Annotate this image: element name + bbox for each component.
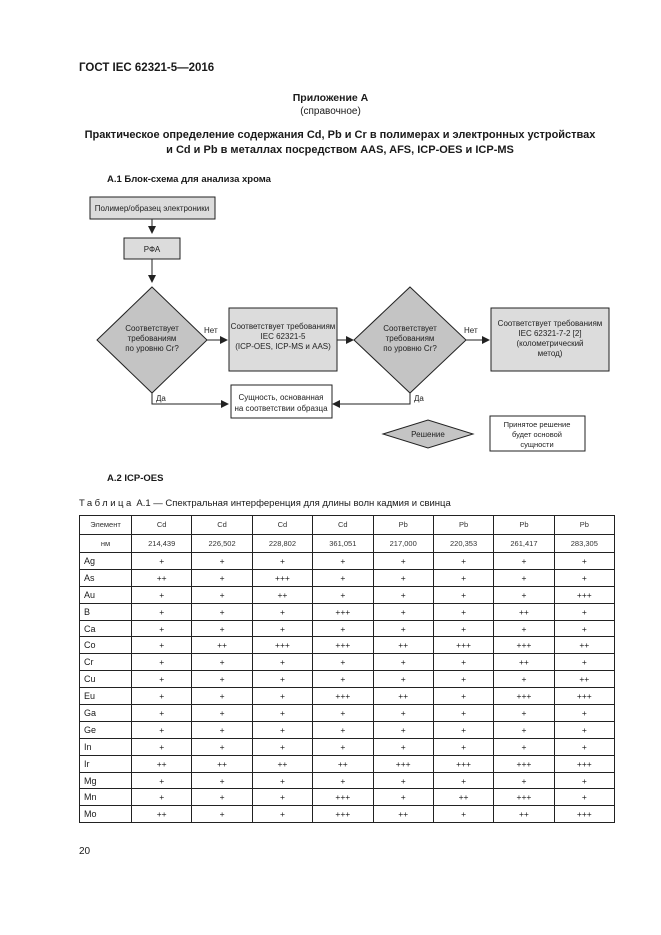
table-cell: Cd [132, 516, 192, 535]
conformity-line2: на соответствии образца [234, 404, 328, 413]
table-cell: + [132, 721, 192, 738]
table-cell: + [433, 688, 493, 705]
table-cell: ++ [192, 755, 252, 772]
table-row [80, 789, 615, 806]
table-cell: + [373, 586, 433, 603]
table-cell: ++ [313, 755, 373, 772]
table-cell: + [554, 705, 614, 722]
table-cell: + [192, 705, 252, 722]
table-cell: + [433, 806, 493, 823]
table-cell: + [192, 603, 252, 620]
method2-line3: (колометрический [516, 339, 584, 348]
table-cell: + [554, 738, 614, 755]
table-cell: + [554, 654, 614, 671]
table-cell: + [373, 671, 433, 688]
table-row [80, 620, 615, 637]
table-cell: ++ [494, 806, 554, 823]
table-cell: + [132, 738, 192, 755]
table-cell: + [132, 789, 192, 806]
table-cell: ++ [433, 789, 493, 806]
table-row [80, 806, 615, 823]
interference-table [79, 515, 615, 823]
table-cell: + [192, 772, 252, 789]
table-row [80, 688, 615, 705]
row-label-cell: As [80, 569, 132, 586]
table-cell: + [433, 738, 493, 755]
annex-subtitle: (справочное) [300, 106, 361, 117]
method1-line3: (ICP-OES, ICP-MS и AAS) [235, 342, 331, 351]
table-header-row [80, 534, 615, 553]
section-a2-title: А.2 ICP-OES [107, 473, 164, 484]
row-label-cell: Au [80, 586, 132, 603]
decision2-no-label: Нет [464, 326, 478, 335]
decision2-line2: требованиям [385, 334, 435, 343]
table-cell: + [192, 721, 252, 738]
table-cell: Cd [192, 516, 252, 535]
table-cell: +++ [313, 637, 373, 654]
table-cell: +++ [494, 755, 554, 772]
table-cell: +++ [554, 806, 614, 823]
table-cell: + [554, 569, 614, 586]
table-cell: 228,802 [252, 534, 312, 553]
table-cell: +++ [313, 789, 373, 806]
table-cell: + [554, 772, 614, 789]
table-cell: + [252, 721, 312, 738]
table-cell: + [132, 603, 192, 620]
table-cell: + [313, 721, 373, 738]
table-cell: + [252, 806, 312, 823]
table-caption-label: Таблица [79, 498, 134, 509]
annex-heading-line1: Практическое определение содержания Cd, Pb и Cr в полимерах и электронных устройствах [84, 129, 596, 141]
table-cell: + [554, 789, 614, 806]
table-cell: +++ [313, 688, 373, 705]
legend-note-line3: сущности [520, 440, 554, 449]
table-cell: + [494, 553, 554, 570]
table-cell: ++ [494, 654, 554, 671]
table-cell: ++ [373, 637, 433, 654]
table-cell: +++ [554, 586, 614, 603]
table-row [80, 553, 615, 570]
xrf-label: РФА [143, 245, 161, 254]
table-cell: + [494, 620, 554, 637]
table-row [80, 721, 615, 738]
table-cell: + [373, 738, 433, 755]
row-label-cell: Co [80, 637, 132, 654]
table-cell: + [252, 772, 312, 789]
decision2-line1: Соответствует [383, 324, 437, 333]
table-cell: + [373, 705, 433, 722]
decision1-no-label: Нет [204, 326, 218, 335]
table-cell: + [132, 772, 192, 789]
table-caption [79, 498, 451, 509]
table-cell: + [132, 705, 192, 722]
table-cell: + [494, 705, 554, 722]
table-cell: + [192, 654, 252, 671]
table-cell: + [132, 637, 192, 654]
table-cell: +++ [313, 806, 373, 823]
table-cell: Pb [494, 516, 554, 535]
table-cell: +++ [433, 755, 493, 772]
table-cell: + [192, 569, 252, 586]
table-cell: + [373, 569, 433, 586]
table-cell: + [494, 586, 554, 603]
table-cell: +++ [313, 603, 373, 620]
table-row [80, 586, 615, 603]
table-cell: + [373, 620, 433, 637]
table-cell: + [494, 738, 554, 755]
table-row [80, 603, 615, 620]
table-cell: + [494, 721, 554, 738]
table-cell: + [373, 721, 433, 738]
decision1-yes-label: Да [156, 394, 166, 403]
table-row [80, 569, 615, 586]
table-cell: 283,305 [554, 534, 614, 553]
row-label-cell: Cr [80, 654, 132, 671]
row-label-cell: Mg [80, 772, 132, 789]
table-row [80, 738, 615, 755]
table-cell: + [313, 671, 373, 688]
table-cell: ++ [132, 755, 192, 772]
table-cell: + [192, 738, 252, 755]
table-cell: + [373, 654, 433, 671]
table-row [80, 755, 615, 772]
sample-label: Полимер/образец электроники [94, 204, 210, 213]
table-cell: + [192, 553, 252, 570]
row-label-cell: Ir [80, 755, 132, 772]
table-cell: + [433, 705, 493, 722]
table-cell: +++ [252, 569, 312, 586]
table-cell: Cd [252, 516, 312, 535]
table-cell: + [433, 620, 493, 637]
table-cell: + [373, 553, 433, 570]
decision1-line3: по уровню Cr? [125, 344, 179, 353]
table-cell: ++ [132, 806, 192, 823]
table-cell: + [252, 620, 312, 637]
table-cell: ++ [554, 671, 614, 688]
table-row [80, 705, 615, 722]
row-label-cell: B [80, 603, 132, 620]
table-caption-text: А.1 — Спектральная интерференция для длины волн кадмия и свинца [133, 498, 451, 509]
table-cell: 226,502 [192, 534, 252, 553]
table-cell: + [132, 671, 192, 688]
table-cell: + [192, 620, 252, 637]
table-cell: ++ [192, 637, 252, 654]
table-cell: +++ [494, 789, 554, 806]
table-cell: Pb [554, 516, 614, 535]
page-number: 20 [79, 846, 91, 857]
table-cell: + [433, 671, 493, 688]
table-cell: ++ [373, 688, 433, 705]
table-cell: ++ [373, 806, 433, 823]
table-cell: + [433, 586, 493, 603]
table-row [80, 637, 615, 654]
table-cell: + [313, 654, 373, 671]
table-cell: + [494, 772, 554, 789]
row-label-cell: Mo [80, 806, 132, 823]
conformity-line1: Сущность, основанная [238, 393, 324, 402]
legend-note-line1: Принятое решение [503, 420, 571, 429]
table-cell: + [132, 620, 192, 637]
table-cell: + [252, 705, 312, 722]
table-cell: ++ [132, 569, 192, 586]
row-label-cell: In [80, 738, 132, 755]
table-cell: ++ [252, 755, 312, 772]
decision1-line1: Соответствует [125, 324, 179, 333]
legend-note-line2: будет основой [512, 430, 562, 439]
table-cell: ++ [554, 637, 614, 654]
table-cell: + [433, 569, 493, 586]
table-cell: + [132, 586, 192, 603]
row-label-cell: Cu [80, 671, 132, 688]
table-cell: + [132, 688, 192, 705]
table-cell: + [313, 705, 373, 722]
table-cell: + [373, 603, 433, 620]
table-cell: + [554, 721, 614, 738]
table-cell: Pb [433, 516, 493, 535]
decision1-line2: требованиям [127, 334, 177, 343]
table-cell: + [313, 586, 373, 603]
legend-decision-label: Решение [411, 430, 445, 439]
table-cell: ++ [494, 603, 554, 620]
table-cell: +++ [252, 637, 312, 654]
table-cell: +++ [433, 637, 493, 654]
table-row [80, 654, 615, 671]
table-cell: ++ [252, 586, 312, 603]
table-cell: + [252, 603, 312, 620]
table-cell: + [132, 654, 192, 671]
decision2-line3: по уровню Cr? [383, 344, 437, 353]
table-cell: + [252, 671, 312, 688]
method2-line2: IEC 62321-7-2 [2] [518, 329, 582, 338]
table-cell: + [192, 688, 252, 705]
table-cell: +++ [554, 755, 614, 772]
annex-title: Приложение А [292, 92, 369, 104]
table-row [80, 772, 615, 789]
table-cell: + [252, 688, 312, 705]
table-cell: + [554, 603, 614, 620]
table-cell: + [433, 654, 493, 671]
standard-designation: ГОСТ IEC 62321-5—2016 [79, 62, 215, 74]
row-label-cell: Eu [80, 688, 132, 705]
table-cell: +++ [554, 688, 614, 705]
table-cell: + [252, 553, 312, 570]
table-cell: 217,000 [373, 534, 433, 553]
table-cell: Pb [373, 516, 433, 535]
table-cell: +++ [373, 755, 433, 772]
table-cell: + [252, 789, 312, 806]
table-cell: + [192, 671, 252, 688]
table-cell: 220,353 [433, 534, 493, 553]
table-row [80, 671, 615, 688]
table-cell: + [433, 772, 493, 789]
table-cell: + [494, 671, 554, 688]
table-cell: + [252, 654, 312, 671]
row-label-cell: Ag [80, 553, 132, 570]
row-label-cell: Mn [80, 789, 132, 806]
method2-line1: Соответствует требованиям [497, 319, 603, 328]
table-cell: + [192, 789, 252, 806]
table-cell: 261,417 [494, 534, 554, 553]
row-label-cell: Элемент [80, 516, 132, 535]
table-cell: + [192, 806, 252, 823]
section-a1-title: А.1 Блок-схема для анализа хрома [107, 174, 271, 185]
method1-line2: IEC 62321-5 [260, 332, 306, 341]
table-cell: + [132, 553, 192, 570]
row-label-cell: Ge [80, 721, 132, 738]
method1-line1: Соответствует требованиям [230, 322, 336, 331]
table-cell: + [433, 721, 493, 738]
table-cell: + [494, 569, 554, 586]
table-header-row [80, 516, 615, 535]
table-cell: + [313, 553, 373, 570]
table-cell: + [554, 620, 614, 637]
table-cell: 361,051 [313, 534, 373, 553]
table-cell: + [433, 603, 493, 620]
table-cell: + [313, 772, 373, 789]
row-label-cell: Ca [80, 620, 132, 637]
table-cell: + [192, 586, 252, 603]
table-cell: + [313, 620, 373, 637]
table-cell: Cd [313, 516, 373, 535]
table-cell: + [313, 569, 373, 586]
table-cell: + [554, 553, 614, 570]
table-cell: + [373, 789, 433, 806]
arrow-decision2-yes [333, 393, 410, 404]
row-label-cell: Ga [80, 705, 132, 722]
annex-heading-line2: и Cd и Pb в металлах посредством AAS, AFS, ICP-OES и ICP-MS [166, 144, 514, 156]
table-cell: + [433, 553, 493, 570]
method2-line4: метод) [537, 349, 563, 358]
table-cell: + [373, 772, 433, 789]
decision2-yes-label: Да [414, 394, 424, 403]
table-cell: +++ [494, 637, 554, 654]
row-label-cell: нм [80, 534, 132, 553]
table-cell: + [252, 738, 312, 755]
table-cell: 214,439 [132, 534, 192, 553]
table-cell: +++ [494, 688, 554, 705]
table-cell: + [313, 738, 373, 755]
